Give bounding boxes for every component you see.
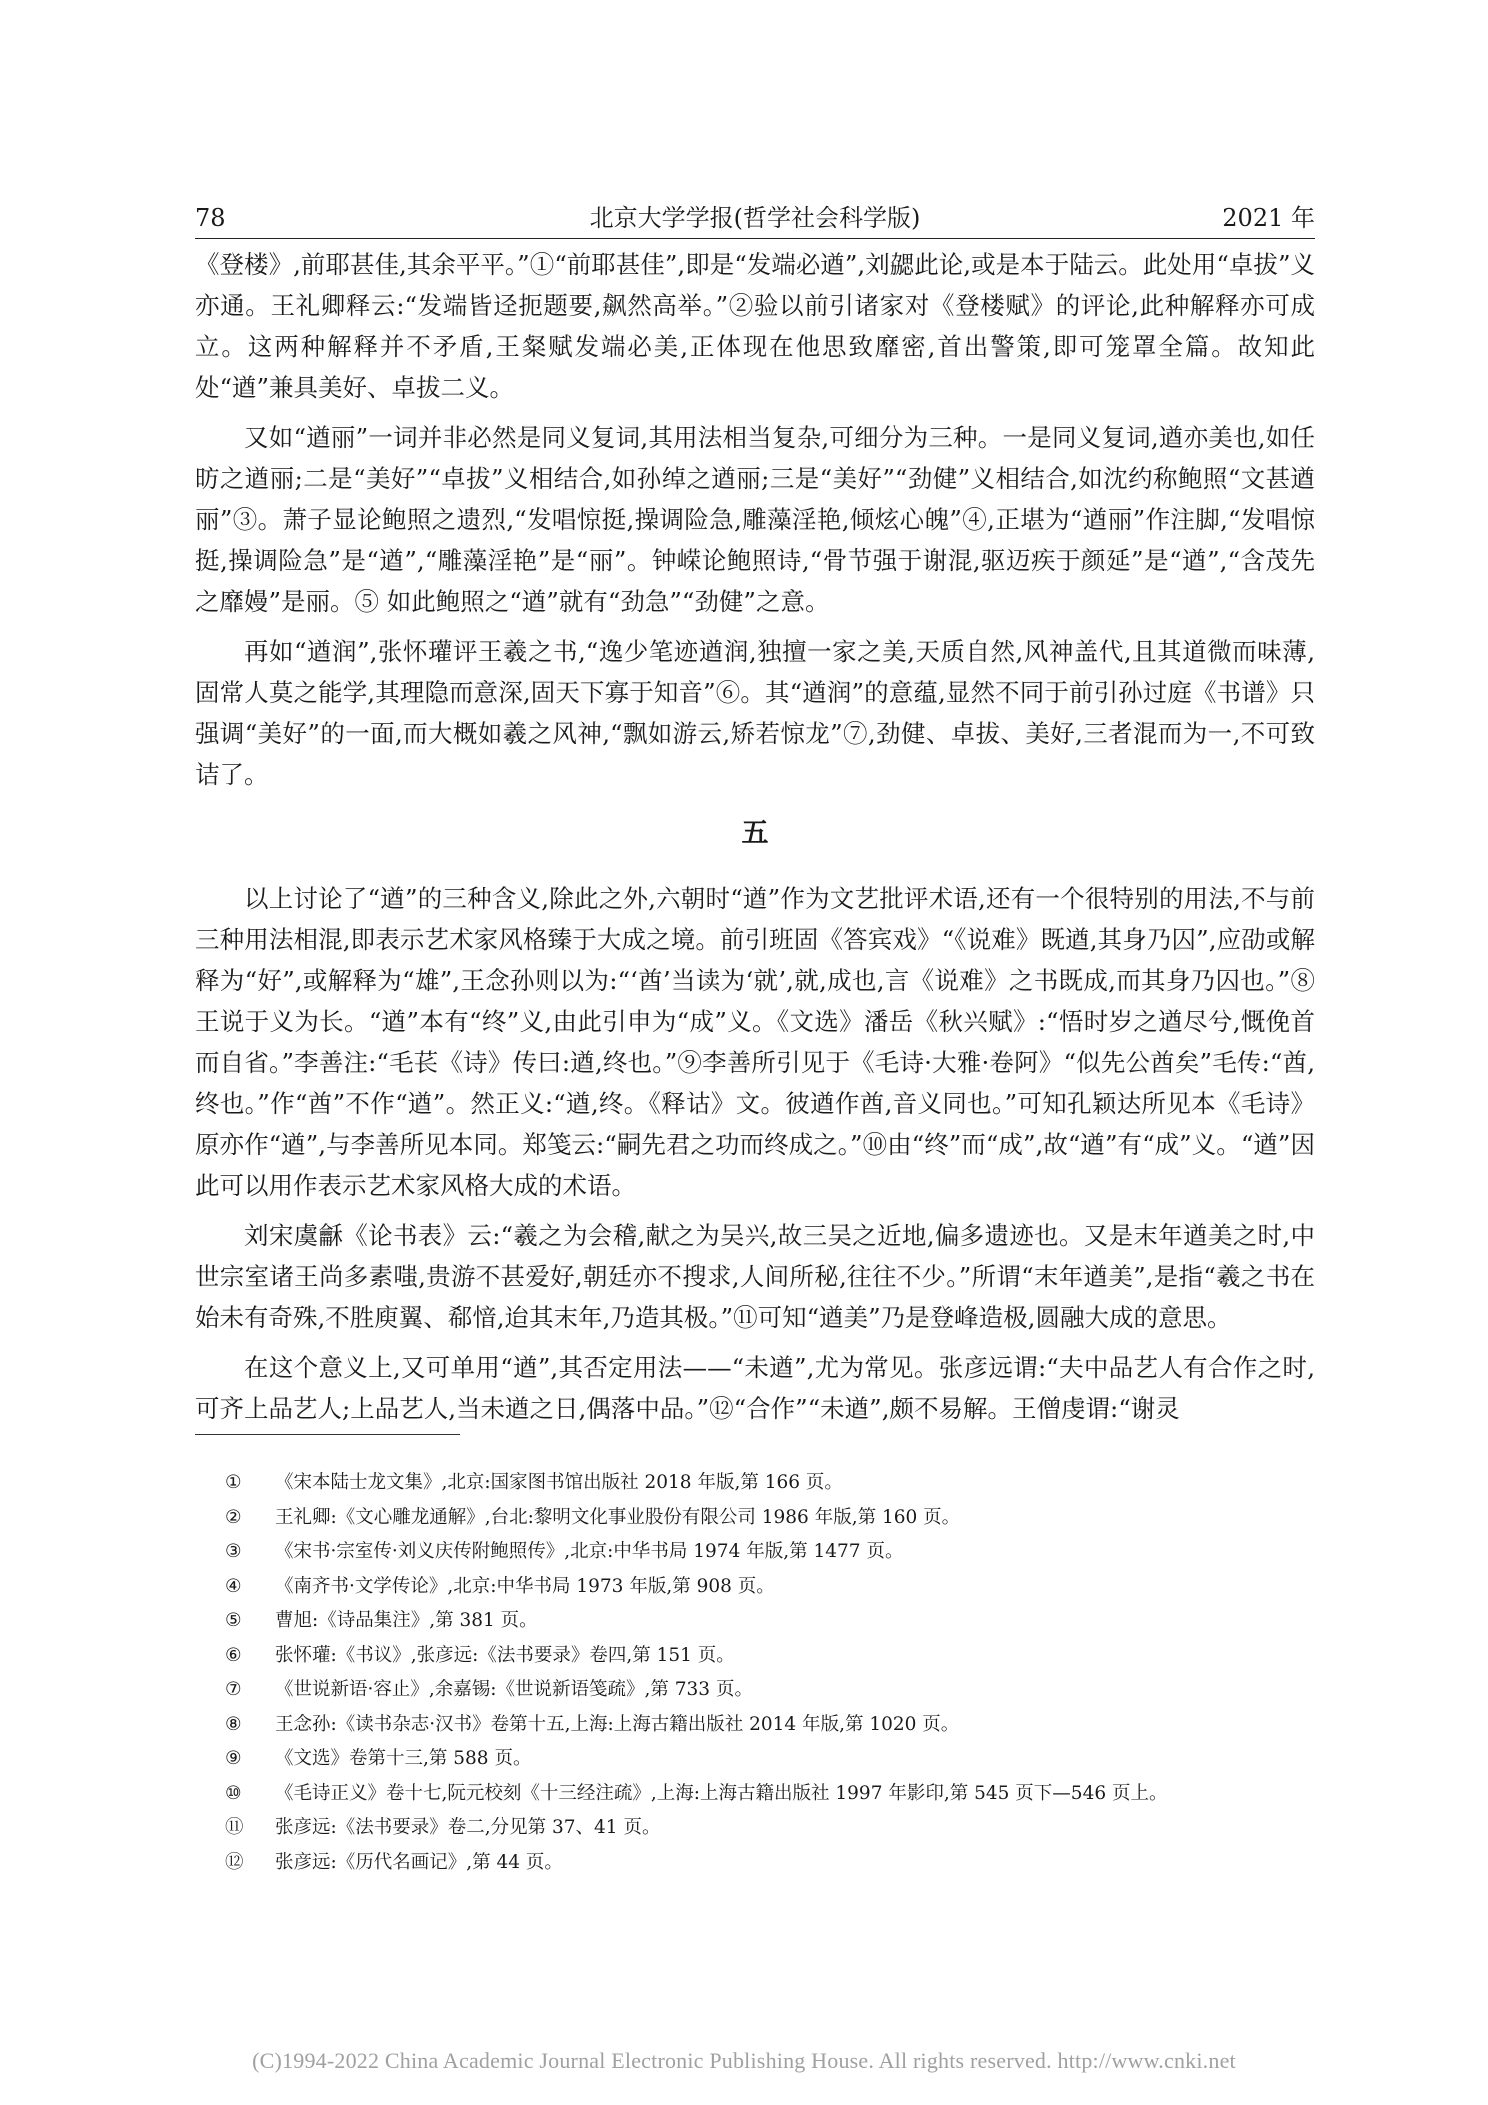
footnotes (225, 1466, 1315, 1880)
footnote (225, 1639, 1315, 1674)
footnote-text: 曹旭:《诗品集注》,第 381 页。 (275, 1610, 538, 1631)
journal-name: 北京大学学报(哲学社会科学版) (589, 204, 921, 232)
page-number: 78 (195, 204, 226, 232)
footnote (225, 1777, 1315, 1812)
paragraph: 《登楼》,前耶甚佳,其余平平。”①“前耶甚佳”,即是“发端必遒”,刘勰此论,或是本于陆云。此处用“卓拔”义亦通。王礼卿释云:“发端皆迳扼题要,飙然高举。”②验以前引诸家对《登楼赋》的评论,此种解释亦可成立。这两种解释并不矛盾,王粲赋发端必美,正体现在他思致靡密,首出警策,即可笼罩全篇。故知此处“遒”兼具美好、卓拔二义。 (195, 250, 1315, 402)
footnote-mark: ⑤ (225, 1610, 242, 1631)
copyright-watermark: (C)1994-2022 China Academic Journal Electronic Publishing House. All rights reserved. http://www.cnki.net (252, 2048, 1236, 2073)
footnote-separator (195, 1434, 460, 1435)
footnote (225, 1570, 1315, 1605)
footnote-mark: ⑧ (225, 1713, 242, 1735)
section-heading: 五 (741, 818, 769, 849)
footnote-mark: ① (225, 1472, 242, 1493)
footnote (225, 1535, 1315, 1570)
footnote-text: 张彦远:《历代名画记》,第 44 页。 (275, 1851, 563, 1873)
footnote-text: 张彦远:《法书要录》卷二,分见第 37、41 页。 (275, 1817, 661, 1838)
footnote (225, 1673, 1315, 1708)
running-header (195, 198, 1315, 239)
footnote-text: 《宋本陆士龙文集》,北京:国家图书馆出版社 2018 年版,第 166 页。 (275, 1472, 843, 1493)
footnote-text: 《宋书·宗室传·刘义庆传附鲍照传》,北京:中华书局 1974 年版,第 1477 页。 (275, 1541, 904, 1562)
footnote-text: 《世说新语·容止》,余嘉锡:《世说新语笺疏》,第 733 页。 (275, 1679, 753, 1700)
footnote-mark: ⑨ (225, 1748, 242, 1769)
footnote (225, 1811, 1315, 1846)
paragraph: 刘宋虞龢《论书表》云:“羲之为会稽,献之为吴兴,故三吴之近地,偏多遗迹也。又是末年遒美之时,中世宗室诸王尚多素嗤,贵游不甚爱好,朝廷亦不搜求,人间所秘,往往不少。”所谓“末年遒美”,是指“羲之书在始未有奇殊,不胜庾翼、郗愔,迨其末年,乃造其极。”⑪可知“遒美”乃是登峰造极,圆融大成的意思。 (195, 1221, 1315, 1332)
footnote (225, 1708, 1315, 1743)
footnote (225, 1742, 1315, 1777)
footnote (225, 1846, 1315, 1881)
footnote-mark: ⑩ (225, 1782, 242, 1804)
footnote (225, 1604, 1315, 1639)
footnote-mark: ③ (225, 1541, 242, 1562)
footnote-text: 《毛诗正义》卷十七,阮元校刻《十三经注疏》,上海:上海古籍出版社 1997 年影印,第 545 页下—546 页上。 (275, 1782, 1168, 1804)
footnote-text: 王礼卿:《文心雕龙通解》,台北:黎明文化事业股份有限公司 1986 年版,第 160 页。 (275, 1506, 961, 1528)
footnote-mark: ⑦ (225, 1679, 242, 1700)
footnote (225, 1466, 1315, 1501)
footnote-mark: ⑪ (225, 1817, 244, 1838)
footnote-text: 《文选》卷第十三,第 588 页。 (275, 1748, 532, 1769)
footnote-text: 张怀瓘:《书议》,张彦远:《法书要录》卷四,第 151 页。 (275, 1644, 735, 1666)
paragraph: 又如“遒丽”一词并非必然是同义复词,其用法相当复杂,可细分为三种。一是同义复词,遒亦美也,如任昉之遒丽;二是“美好”“卓拔”义相结合,如孙绰之遒丽;三是“美好”“劲健”义相结合,如沈约称鲍照“文甚遒丽”③。萧子显论鲍照之遗烈,“发唱惊挺,操调险急,雕藻淫艳,倾炫心魄”④,正堪为“遒丽”作注脚,“发唱惊挺,操调险急”是“遒”,“雕藻淫艳”是“丽”。钟嵘论鲍照诗,“骨节强于谢混,驱迈疾于颜延”是“遒”,“含茂先之靡嫚”是丽。⑤ 如此鲍照之“遒”就有“劲急”“劲健”之意。 (195, 423, 1315, 616)
footnote-mark: ④ (225, 1575, 242, 1597)
footnote-mark: ⑫ (225, 1851, 244, 1873)
footnote-mark: ⑥ (225, 1644, 242, 1666)
paragraph: 以上讨论了“遒”的三种含义,除此之外,六朝时“遒”作为文艺批评术语,还有一个很特别的用法,不与前三种用法相混,即表示艺术家风格臻于大成之境。前引班固《答宾戏》“《说难》既遒,其身乃囚”,应劭或解释为“好”,或解释为“雄”,王念孙则以为:“‘酋’当读为‘就’,就,成也,言《说难》之书既成,而其身乃囚也。”⑧王说于义为长。“遒”本有“终”义,由此引申为“成”义。《文选》潘岳《秋兴赋》:“悟时岁之遒尽兮,慨俛首而自省。”李善注:“毛苌《诗》传曰:遒,终也。”⑨李善所引见于《毛诗·大雅·卷阿》“似先公酋矣”毛传:“酋,终也。”作“酋”不作“遒”。然正义:“遒,终。《释诂》文。彼遒作酋,音义同也。”可知孔颖达所见本《毛诗》原亦作“遒”,与李善所见本同。郑笺云:“嗣先君之功而终成之。”⑩由“终”而“成”,故“遒”有“成”义。“遒”因此可以用作表示艺术家风格大成的术语。 (195, 884, 1315, 1200)
paragraph: 在这个意义上,又可单用“遒”,其否定用法——“未遒”,尤为常见。张彦远谓:“夫中品艺人有合作之时,可齐上品艺人;上品艺人,当未遒之日,偶落中品。”⑫“合作”“未遒”,颇不易解。王僧虔谓:“谢灵 (195, 1353, 1315, 1423)
footnote (225, 1501, 1315, 1536)
paragraph: 再如“遒润”,张怀瓘评王羲之书,“逸少笔迹遒润,独擅一家之美,天质自然,风神盖代,且其道微而味薄,固常人莫之能学,其理隐而意深,固天下寡于知音”⑥。其“遒润”的意蕴,显然不同于前引孙过庭《书谱》只强调“美好”的一面,而大概如羲之风神,“飘如游云,矫若惊龙”⑦,劲健、卓拔、美好,三者混而为一,不可致诘了。 (195, 637, 1315, 789)
footnote-text: 王念孙:《读书杂志·汉书》卷第十五,上海:上海古籍出版社 2014 年版,第 1020 页。 (275, 1713, 960, 1735)
footnote-text: 《南齐书·文学传论》,北京:中华书局 1973 年版,第 908 页。 (275, 1575, 775, 1597)
publication-year: 2021 年 (1222, 204, 1315, 232)
footnote-mark: ② (225, 1506, 242, 1528)
body-text (195, 244, 1315, 1438)
